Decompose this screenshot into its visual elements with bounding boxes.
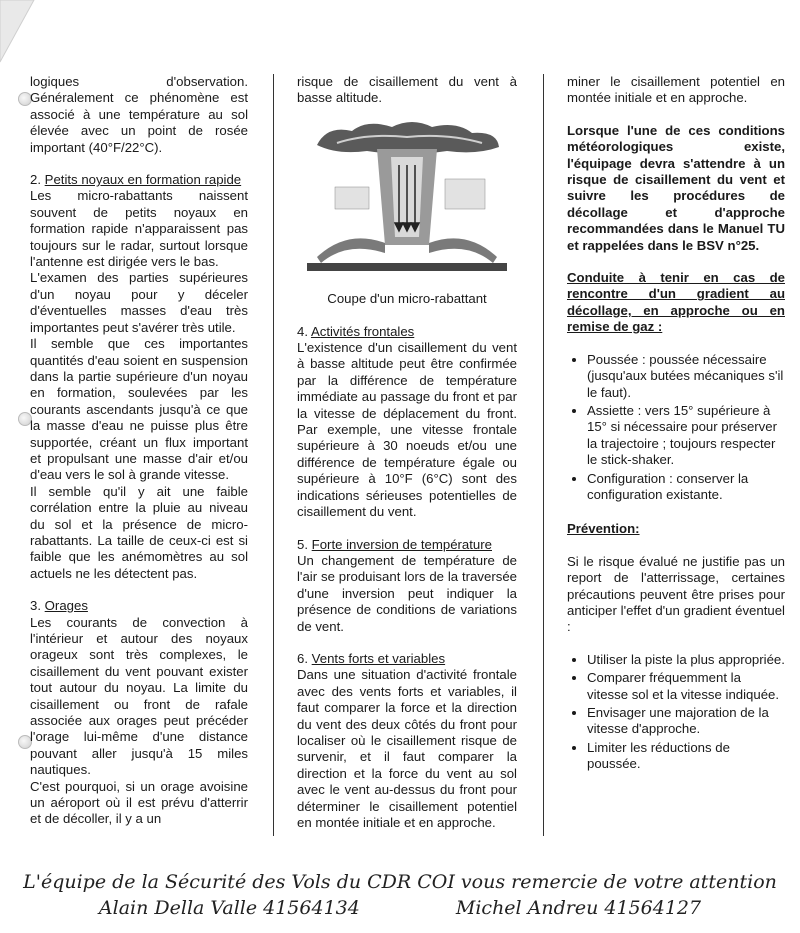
section-number: 4.	[297, 323, 308, 339]
paragraph: logiques d'observation. Généralement ce phénomène est associé à une température au sol élevée avec un point de rosée important (40°F/22°C).	[30, 74, 248, 155]
paragraph: Un changement de température de l'air se produisant lors de la traversée d'une inversion peut indiquer la présence de conditions de variations de vent.	[297, 552, 517, 634]
paragraph: L'existence d'un cisaillement du vent à basse altitude peut être confirmée par la différence de température immédiate au passage du front et par la vitesse de déplacement du front. Par exemple, une vitesse frontale supérieure à 30 noeuds et/ou une différence de température égale ou supérieure à 10°F (6°C) sont des indications sérieuses potentielles de cisaillement du vent.	[297, 340, 517, 520]
list-item: • Poussée : poussée nécessaire (jusqu'aux butées mécaniques s'il le faut).	[587, 352, 785, 401]
paragraph: Si le risque évalué ne justifie pas un report de l'atterrissage, certaines précautions peuvent être prises pour anticiper l'effet d'un gradient éventuel :	[567, 553, 785, 635]
warning-paragraph: Lorsque l'une de ces conditions météorologiques existe, l'équipage devra s'attendre à un risque de cisaillement du vent et suivre les procédures de décollage et d'approche recommandées dans le Manuel TU et rappelées dans le BSV n°25.	[567, 122, 785, 253]
section-number: 2.	[30, 172, 41, 188]
section-heading	[30, 598, 248, 614]
section-number: 3.	[30, 598, 41, 614]
list-item: • Assiette : vers 15° supérieure à 15° si nécessaire pour préserver la trajectoire ; toujours respecter le stick-shaker.	[587, 403, 785, 469]
section-number: 6.	[297, 650, 308, 666]
section-heading	[297, 537, 517, 553]
footer-thanks: L'équipe de la Sécurité des Vols du CDR COI vous remercie de votre attention	[23, 871, 777, 893]
list-item: • Envisager une majoration de la vitesse d'approche.	[587, 705, 785, 738]
list-item: • Utiliser la piste la plus appropriée.	[587, 652, 785, 668]
paragraph: risque de cisaillement du vent à basse altitude.	[297, 74, 517, 106]
section-heading: Prévention:	[567, 521, 640, 537]
column-right	[567, 74, 785, 775]
contact-name: Alain Della Valle 41564134	[98, 897, 360, 919]
list-item: • Limiter les réductions de poussée.	[587, 740, 785, 773]
section-title: Petits noyaux en formation rapide	[44, 172, 242, 188]
paragraph: miner le cisaillement potentiel en montée initiale et en approche.	[567, 74, 785, 106]
section-title: Vents forts et variables	[311, 650, 446, 666]
column-divider	[273, 74, 274, 836]
page-corner-fold	[0, 0, 40, 70]
prevention-list	[567, 652, 785, 773]
section-number: 5.	[297, 536, 308, 552]
column-divider	[543, 74, 544, 836]
paragraph: Il semble qu'il y ait une faible corrélation entre la pluie au niveau du sol et la présence de micro-rabattants. La taille de ceux-ci est si faible que les anémomètres au sol actuels ne les détectent pas.	[30, 483, 248, 581]
section-title: Orages	[44, 598, 88, 614]
section-heading: Conduite à tenir en cas de rencontre d'un gradient au décollage, en approche ou en remise de gaz :	[567, 270, 785, 335]
contact-name: Michel Andreu 41564127	[455, 897, 702, 919]
section-heading	[30, 172, 248, 188]
list-item: • Configuration : conserver la configuration existante.	[587, 471, 785, 504]
paragraph: L'examen des parties supérieures d'un noyau pour y déceler d'éventuelles masses d'eau très importantes peut s'avérer très utile.	[30, 270, 248, 335]
paragraph: Dans une situation d'activité frontale avec des vents forts et variables, il faut comparer la force et la direction du vent des deux côtés du front pour localiser où le cisaillement risque de survenir, et il faut comparer la direction et la force du vent au sol avec le vent au-dessus du front pour déterminer le cisaillement potentiel en montée initiale et en approche.	[297, 667, 517, 830]
column-left	[30, 74, 248, 828]
section-title: Activités frontales	[310, 323, 415, 339]
paragraph: Les courants de convection à l'intérieur et autour des noyaux orageux sont très complexes, le cisaillement du vent pouvant exister tout autour du noyau. La limite du cisaillement ou front de rafale associée aux orages peut précéder l'orage lui-même d'une distance pouvant aller jusqu'à 15 miles nautiques.	[30, 614, 248, 778]
paragraph: C'est pourquoi, si un orage avoisine un aéroport où il est prévu d'atterrir et de décoller, il y a un	[30, 778, 248, 827]
section-heading	[297, 324, 517, 340]
figure-caption: Coupe d'un micro-rabattant	[327, 291, 487, 307]
column-middle	[297, 74, 517, 831]
section-title: Forte inversion de température	[311, 536, 492, 552]
procedure-list	[567, 352, 785, 504]
paragraph: Les micro-rabattants naissent souvent de petits noyaux en formation rapide n'apparaissent pas toujours sur le radar, surtout lorsque l'antenne est dirigée vers le bas.	[30, 188, 248, 270]
footer-contacts	[0, 897, 800, 919]
section-heading	[297, 651, 517, 667]
paragraph: Il semble que ces importantes quantités d'eau soient en suspension dans la partie supérieure d'un noyau en formation, soulevées par les courants ascendants jusqu'à ce que la masse d'eau ne puisse plus être supportée, créant un flux important et propulsant une masse d'air et/ou d'eau vers le sol à grande vitesse.	[30, 336, 248, 483]
list-item: • Comparer fréquemment la vitesse sol et la vitesse indiquée.	[587, 670, 785, 703]
microburst-diagram	[307, 117, 507, 277]
